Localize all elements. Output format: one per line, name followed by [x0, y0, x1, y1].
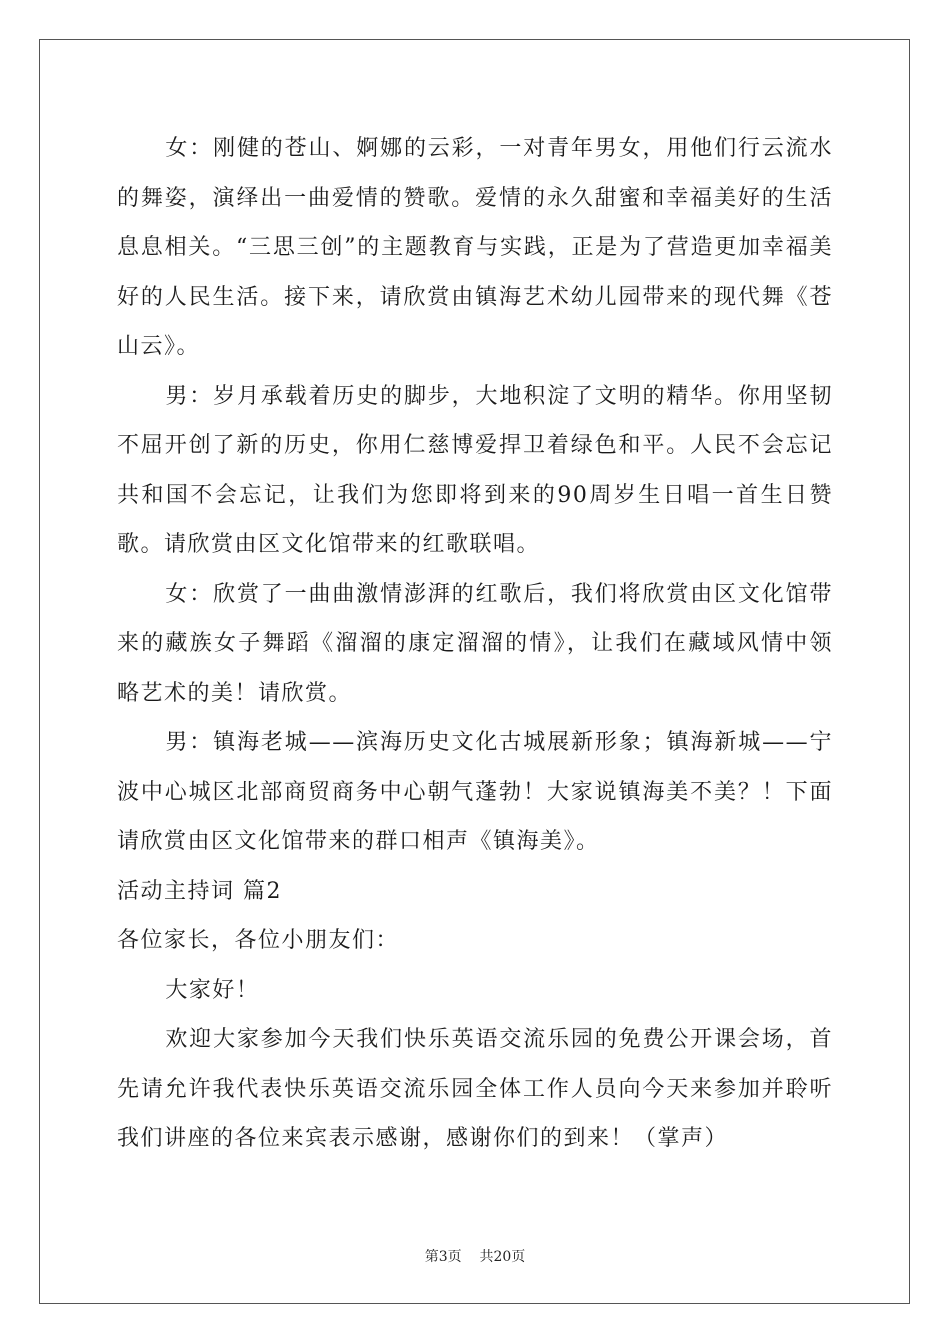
document-body: [117, 124, 833, 1164]
page-total: 共20页: [479, 1249, 526, 1265]
paragraph-welcome: 欢迎大家参加今天我们快乐英语交流乐园的免费公开课会场，首先请允许我代表快乐英语交流乐园全体工作人员向今天来参加并聆听我们讲座的各位来宾表示感谢，感谢你们的到来！（掌声）: [117, 1027, 833, 1151]
greeting-line: 各位家长，各位小朋友们：: [117, 928, 400, 953]
paragraph-male-host-1: 男：岁月承载着历史的脚步，大地积淀了文明的精华。你用坚韧不屈开创了新的历史，你用仁慈博爱捍卫着绿色和平。人民不会忘记共和国不会忘记，让我们为您即将到来的90周岁生日唱一首生日赞歌。请欣赏由区文化馆带来的红歌联唱。: [117, 383, 833, 557]
paragraph-hello: 大家好！: [165, 977, 260, 1003]
paragraph-female-host-2: 女：欣赏了一曲曲激情澎湃的红歌后，我们将欣赏由区文化馆带来的藏族女子舞蹈《溜溜的康定溜溜的情》，让我们在藏域风情中领略艺术的美！请欣赏。: [117, 581, 833, 706]
page-number: 第3页: [424, 1249, 462, 1265]
section-title: 活动主持词 篇2: [117, 878, 282, 904]
paragraph-male-host-2: 男：镇海老城——滨海历史文化古城展新形象；镇海新城——宁波中心城区北部商贸商务中心朝气蓬勃！大家说镇海美不美？！下面请欣赏由区文化馆带来的群口相声《镇海美》。: [117, 730, 833, 854]
paragraph-female-host-1: 女：刚健的苍山、婀娜的云彩，一对青年男女，用他们行云流水的舞姿，演绎出一曲爱情的赞歌。爱情的永久甜蜜和幸福美好的生活息息相关。“三思三创”的主题教育与实践，正是为了营造更加幸福美好的人民生活。接下来，请欣赏由镇海艺术幼儿园带来的现代舞《苍山云》。: [117, 136, 833, 359]
page-footer: [0, 1246, 950, 1266]
